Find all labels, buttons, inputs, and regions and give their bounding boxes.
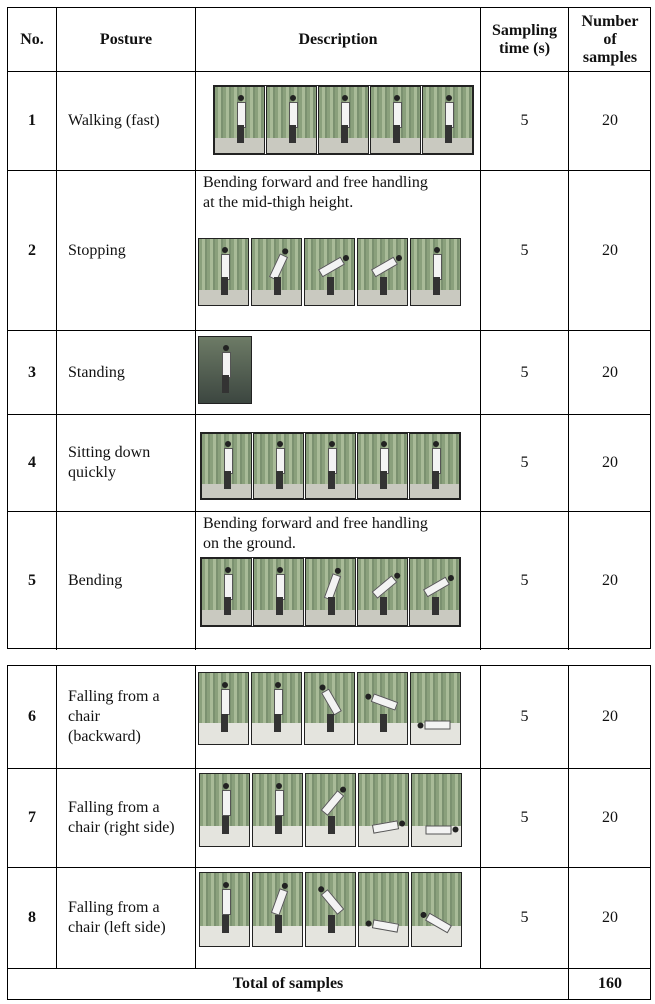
- row-posture: Stopping: [57, 171, 196, 330]
- stopping-frame-image: [410, 238, 461, 306]
- header-number-of-samples: [569, 8, 651, 71]
- bending-frame-image: [253, 558, 304, 626]
- posture-table-part-2: [7, 665, 651, 1000]
- row-posture: Walking (fast): [57, 72, 196, 170]
- row-samples: 20: [602, 572, 618, 589]
- description-line: Bending forward and free handling: [203, 174, 428, 191]
- table-row: [8, 512, 650, 650]
- row-posture: [57, 769, 196, 867]
- table-header-row: [8, 8, 650, 72]
- total-label: Total of samples: [8, 969, 569, 999]
- stopping-image-strip: [198, 238, 461, 306]
- fall-left-frame-image: [199, 872, 250, 947]
- fall-left-frame-image: [305, 872, 356, 947]
- row-description: [196, 512, 481, 650]
- header-sampling-time-line1: Sampling: [492, 21, 557, 39]
- fall-right-frame-image: [199, 773, 250, 847]
- row-sampling-time: 5: [481, 512, 569, 650]
- standing-image-strip: [198, 336, 252, 404]
- posture-line: chair (right side): [68, 819, 175, 836]
- posture-line: chair: [68, 708, 100, 725]
- table-row: [8, 72, 650, 171]
- posture-line: Falling from a: [68, 688, 160, 705]
- table-row: [8, 769, 650, 868]
- row-sampling-time: 5: [481, 868, 569, 968]
- header-description: Description: [196, 8, 481, 71]
- row-samples: 20: [602, 241, 618, 259]
- fall-backward-frame-image: [410, 672, 461, 745]
- fall-left-image-strip: [199, 872, 462, 947]
- row-samples: 20: [602, 363, 618, 381]
- table-row: [8, 415, 650, 512]
- fall-right-frame-image: [305, 773, 356, 847]
- sitting-frame-image: [305, 433, 356, 499]
- walking-frame-image: [318, 86, 369, 154]
- row-no: 5: [8, 512, 57, 650]
- walking-frame-image: [370, 86, 421, 154]
- sitting-frame-image: [357, 433, 408, 499]
- fall-backward-frame-image: [198, 672, 249, 745]
- walking-frame-image: [214, 86, 265, 154]
- row-description: [196, 415, 481, 511]
- row-sampling-time: 5: [481, 72, 569, 170]
- row-samples: 20: [602, 909, 618, 926]
- posture-line: quickly: [68, 464, 116, 481]
- row-description-text: [203, 173, 478, 213]
- walking-frame-image: [422, 86, 473, 154]
- row-no: 3: [8, 331, 57, 414]
- row-posture: [57, 868, 196, 968]
- row-sampling-time: 5: [481, 769, 569, 867]
- sitting-frame-image: [253, 433, 304, 499]
- row-sampling-time: 5: [481, 331, 569, 414]
- standing-frame-image: [198, 336, 252, 404]
- row-posture: Standing: [57, 331, 196, 414]
- fall-right-image-strip: [199, 773, 462, 847]
- row-description: [196, 666, 481, 768]
- description-line: on the ground.: [203, 535, 296, 552]
- row-no: 2: [8, 171, 57, 330]
- bending-image-strip: [200, 557, 461, 627]
- row-posture: [57, 666, 196, 768]
- row-samples: 20: [602, 708, 618, 725]
- row-posture: [57, 415, 196, 511]
- row-description-text: [203, 514, 478, 554]
- fall-right-frame-image: [411, 773, 462, 847]
- posture-line: Falling from a: [68, 799, 160, 816]
- row-sampling-time: 5: [481, 171, 569, 330]
- stopping-frame-image: [357, 238, 408, 306]
- description-line: Bending forward and free handling: [203, 515, 428, 532]
- posture-line: Sitting down: [68, 444, 151, 461]
- row-samples: 20: [602, 809, 618, 826]
- bending-frame-image: [357, 558, 408, 626]
- row-sampling-time: 5: [481, 415, 569, 511]
- row-description: [196, 868, 481, 968]
- fall-backward-frame-image: [304, 672, 355, 745]
- sitting-image-strip: [200, 432, 461, 500]
- stopping-frame-image: [304, 238, 355, 306]
- fall-left-frame-image: [411, 872, 462, 947]
- total-row: [8, 969, 650, 999]
- fall-backward-image-strip: [198, 672, 461, 745]
- header-sampling-time-line2: time (s): [498, 39, 551, 57]
- table-row: [8, 171, 650, 331]
- row-description: [196, 331, 481, 414]
- sitting-frame-image: [409, 433, 460, 499]
- header-num-line3: samples: [582, 48, 638, 66]
- stopping-frame-image: [198, 238, 249, 306]
- row-no: 8: [8, 868, 57, 968]
- row-no: 7: [8, 769, 57, 867]
- header-posture: Posture: [57, 8, 196, 71]
- row-description: [196, 72, 481, 170]
- posture-table-part-1: [7, 7, 651, 649]
- header-num-line2: of: [603, 30, 617, 48]
- table-row: [8, 331, 650, 415]
- row-description: [196, 769, 481, 867]
- table-row: [8, 666, 650, 769]
- posture-line: chair (left side): [68, 919, 166, 936]
- fall-backward-frame-image: [357, 672, 408, 745]
- walking-frame-image: [266, 86, 317, 154]
- table-row: [8, 868, 650, 969]
- fall-right-frame-image: [358, 773, 409, 847]
- header-num-line1: Number: [581, 12, 639, 30]
- description-line: at the mid-thigh height.: [203, 194, 354, 211]
- bending-frame-image: [201, 558, 252, 626]
- total-value: 160: [598, 975, 622, 992]
- fall-left-frame-image: [252, 872, 303, 947]
- row-posture: Bending: [57, 512, 196, 650]
- stopping-frame-image: [251, 238, 302, 306]
- fall-backward-frame-image: [251, 672, 302, 745]
- row-no: 4: [8, 415, 57, 511]
- row-description: [196, 171, 481, 330]
- bending-frame-image: [409, 558, 460, 626]
- row-samples: 20: [602, 112, 618, 129]
- row-samples: 20: [602, 454, 618, 471]
- row-no: 1: [8, 72, 57, 170]
- fall-right-frame-image: [252, 773, 303, 847]
- posture-line: (backward): [68, 728, 141, 745]
- walking-image-strip: [213, 85, 474, 155]
- header-sampling-time: [481, 8, 569, 71]
- row-no: 6: [8, 666, 57, 768]
- bending-frame-image: [305, 558, 356, 626]
- row-sampling-time: 5: [481, 666, 569, 768]
- posture-line: Falling from a: [68, 899, 160, 916]
- sitting-frame-image: [201, 433, 252, 499]
- header-no: No.: [8, 8, 57, 71]
- fall-left-frame-image: [358, 872, 409, 947]
